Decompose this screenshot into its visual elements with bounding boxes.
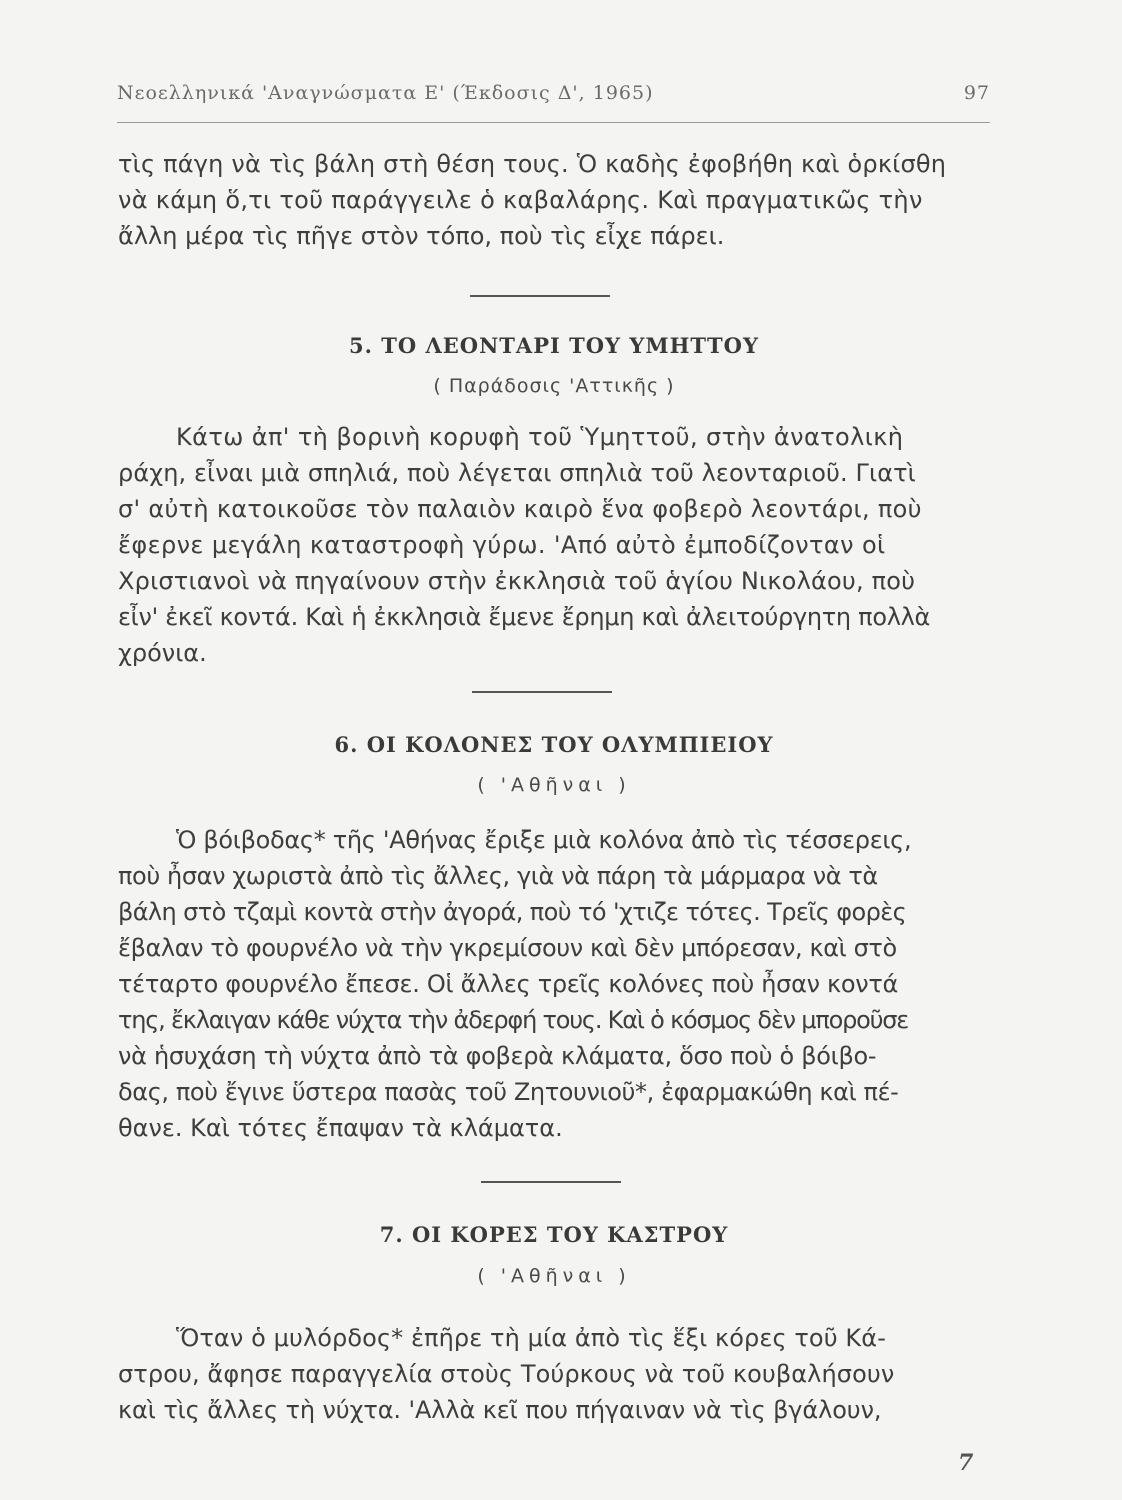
running-head (117, 82, 990, 104)
text-line: της, ἔκλαιγαν κάθε νύχτα τὴν ἀδερφή τους. Καὶ ὁ κόσμος δὲν μποροῦσε (118, 1006, 909, 1034)
text-line: εἶν' ἐκεῖ κοντά. Καὶ ἡ ἐκκλησιὰ ἔμενε ἔρημη καὶ ἀλειτούργητη πολλὰ (118, 603, 931, 631)
text-line: ποὺ ἦσαν χωριστὰ ἀπὸ τὶς ἄλλες, γιὰ νὰ πάρη τὰ μάρμαρα νὰ τὰ (118, 862, 878, 890)
section-subtitle: ( 'Αθῆναι ) (477, 774, 631, 796)
text-line: Κάτω ἀπ' τὴ βορινὴ κορυφὴ τοῦ Ὑμηττοῦ, στὴν ἀνατολικὴ (176, 423, 904, 451)
text-line: νὰ ἡσυχάση τὴ νύχτα ἀπὸ τὰ φοβερὰ κλάματα, ὅσο ποὺ ὁ βόιβο- (118, 1042, 877, 1070)
page-number: 97 (963, 82, 990, 104)
text-line: νὰ κάμη ὅ,τι τοῦ παράγγειλε ὁ καβαλάρης. Καὶ πραγματικῶς τὴν (118, 186, 923, 214)
text-line: βάλη στὸ τζαμὶ κοντὰ στὴν ἀγορά, ποὺ τό 'χτιζε τότες. Τρεῖς φορὲς (118, 898, 907, 926)
section-title: 5. ΤΟ ΛΕΟΝΤΑΡΙ ΤΟΥ ΥΜΗΤΤΟΥ (349, 333, 759, 358)
text-line: Ὅταν ὁ μυλόρδος* ἐπῆρε τὴ μία ἀπὸ τὶς ἕξι κόρες τοῦ Κά- (176, 1324, 886, 1352)
section-paragraph (118, 419, 990, 671)
text-line: θανε. Καὶ τότες ἔπαψαν τὰ κλάματα. (118, 1114, 563, 1142)
text-line: ράχη, εἶναι μιὰ σπηλιά, ποὺ λέγεται σπηλιὰ τοῦ λεονταριοῦ. Γιατὶ (118, 459, 916, 487)
text-line: καὶ τὶς ἄλλες τὴ νύχτα. 'Αλλὰ κεῖ που πήγαιναν νὰ τὶς βγάλουν, (118, 1396, 882, 1424)
text-line: στρου, ἄφησε παραγγελία στοὺς Τούρκους νὰ τοῦ κουβαλήσουν (118, 1360, 895, 1388)
intro-paragraph (118, 146, 990, 254)
text-line: δας, ποὺ ἔγινε ὕστερα πασὰς τοῦ Ζητουνιοῦ*, ἐφαρμακώθη καὶ πέ- (118, 1078, 899, 1106)
text-line: Χριστιανοὶ νὰ πηγαίνουν στὴν ἐκκλησιὰ τοῦ ἁγίου Νικολάου, ποὺ (118, 567, 916, 595)
signature-mark: 7 (958, 1450, 974, 1476)
text-line: ἔφερνε μεγάλη καταστροφὴ γύρω. 'Από αὐτὸ ἐμποδίζονταν οἱ (118, 531, 886, 559)
text-line: ἔβαλαν τὸ φουρνέλο νὰ τὴν γκρεμίσουν καὶ δὲν μπόρεσαν, καὶ στὸ (118, 934, 897, 962)
section-separator (472, 691, 612, 693)
text-line: τὶς πάγη νὰ τὶς βάλη στὴ θέση τους. Ὁ καδὴς ἐφοβήθη καὶ ὁρκίσθη (118, 150, 947, 178)
text-line: σ' αὐτὴ κατοικοῦσε τὸν παλαιὸν καιρὸ ἕνα φοβερὸ λεοντάρι, ποὺ (118, 495, 922, 523)
section-paragraph (118, 1320, 990, 1428)
section-title: 6. ΟΙ ΚΟΛΟΝΕΣ ΤΟΥ ΟΛΥΜΠΙΕΙΟΥ (334, 732, 774, 757)
section-separator (481, 1181, 621, 1183)
text-line: χρόνια. (118, 639, 207, 667)
section-subtitle: ( 'Αθῆναι ) (477, 1265, 631, 1287)
header-rule (117, 122, 990, 123)
section-separator (470, 295, 610, 297)
section-title: 7. ΟΙ ΚΟΡΕΣ ΤΟΥ ΚΑΣΤΡΟΥ (379, 1222, 729, 1247)
running-title: Νεοελληνικά 'Αναγνώσματα Ε' (Έκδοσις Δ', 1965) (117, 82, 654, 104)
text-line: ἄλλη μέρα τὶς πῆγε στὸν τόπο, ποὺ τὶς εἶχε πάρει. (118, 222, 725, 250)
section-paragraph (118, 822, 990, 1146)
text-line: Ὁ βόιβοδας* τῆς 'Αθήνας ἔριξε μιὰ κολόνα ἀπὸ τὶς τέσσερεις, (176, 826, 912, 854)
text-line: τέταρτο φουρνέλο ἔπεσε. Οἱ ἄλλες τρεῖς κολόνες ποὺ ἦσαν κοντά (118, 970, 899, 998)
section-subtitle: ( Παράδοσις 'Αττικῆς ) (433, 375, 675, 397)
